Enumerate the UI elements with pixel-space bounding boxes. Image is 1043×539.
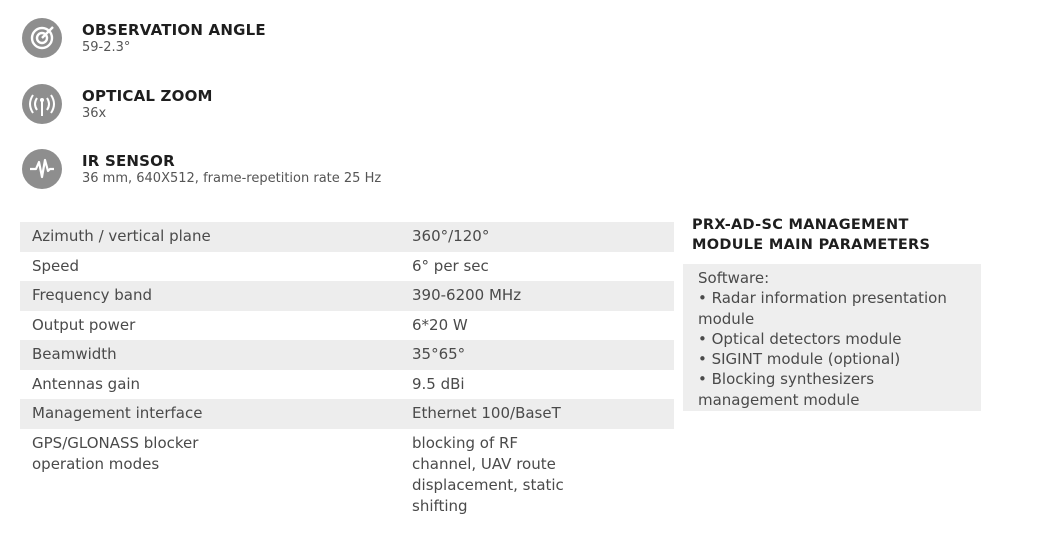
param-label: Management interface <box>32 404 203 422</box>
feature-ir-sensor <box>22 149 381 189</box>
table-row <box>20 311 674 341</box>
table-row <box>20 252 674 282</box>
management-title-line: PRX-AD-SC MANAGEMENT <box>692 217 909 233</box>
feature-value: 36x <box>82 105 107 121</box>
param-label <box>20 429 400 517</box>
param-label-line: GPS/GLONASS blocker <box>32 433 199 452</box>
param-value: 35°65° <box>412 345 466 363</box>
param-value: Ethernet 100/BaseT <box>412 404 561 422</box>
param-value-line: displacement, static <box>412 475 564 494</box>
param-value <box>400 429 672 517</box>
table-row <box>20 222 674 252</box>
table-row <box>20 399 674 429</box>
feature-observation-angle <box>22 18 266 58</box>
management-line: module <box>698 309 755 328</box>
management-line: management module <box>698 390 860 409</box>
management-line: • Radar information presentation <box>698 289 947 308</box>
param-value: 390-6200 MHz <box>412 286 522 304</box>
management-line: Software: <box>698 269 770 287</box>
feature-title: OPTICAL ZOOM <box>82 86 213 105</box>
waveform-icon <box>22 149 62 189</box>
management-line: • SIGINT module (optional) <box>698 350 901 369</box>
table-row <box>20 281 674 311</box>
param-label: Frequency band <box>32 286 152 304</box>
param-value-line: channel, UAV route <box>412 454 556 473</box>
management-module-title <box>692 215 992 255</box>
feature-title: OBSERVATION ANGLE <box>82 20 266 39</box>
target-icon <box>22 18 62 58</box>
param-value: 6° per sec <box>412 256 489 275</box>
management-line: • Blocking synthesizers <box>698 370 875 389</box>
feature-optical-zoom <box>22 84 213 124</box>
param-label: Output power <box>32 315 136 334</box>
parameters-table <box>20 222 674 517</box>
param-value: 9.5 dBi <box>412 374 465 393</box>
management-module-box <box>683 264 981 411</box>
feature-title: IR SENSOR <box>82 151 175 170</box>
param-label: Antennas gain <box>32 374 141 393</box>
param-label-line: operation modes <box>32 454 160 473</box>
management-title-line: MODULE MAIN PARAMETERS <box>692 237 931 253</box>
param-value: 6*20 W <box>412 315 468 334</box>
feature-value: 36 mm, 640X512, frame-repetition rate 25 Hz <box>82 170 382 186</box>
feature-value: 59-2.3° <box>82 39 131 55</box>
param-label: Speed <box>32 256 80 275</box>
param-label: Beamwidth <box>32 345 117 363</box>
antenna-signal-icon <box>22 84 62 124</box>
management-line: • Optical detectors module <box>698 329 902 348</box>
param-label: Azimuth / vertical plane <box>32 227 211 245</box>
table-row <box>20 370 674 400</box>
table-row <box>20 340 674 370</box>
param-value-line: blocking of RF <box>412 433 519 452</box>
param-value: 360°/120° <box>412 227 490 245</box>
table-row <box>20 429 674 517</box>
param-value-line: shifting <box>412 496 468 515</box>
